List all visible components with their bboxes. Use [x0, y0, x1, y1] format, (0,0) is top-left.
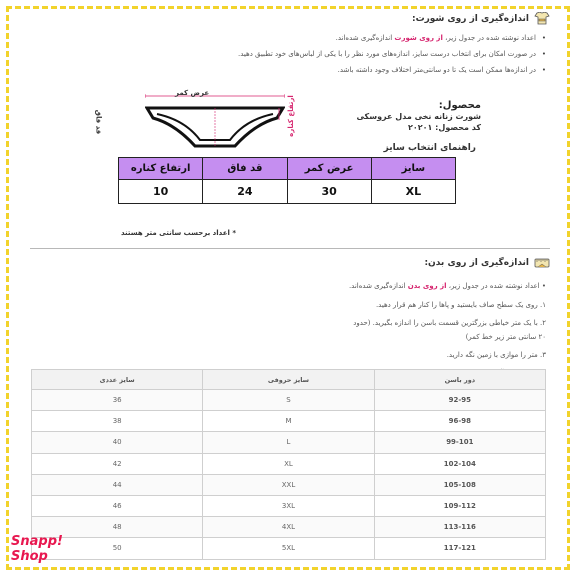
product-name: شورت زنانه نخی مدل عروسکی: [356, 112, 481, 121]
size-cell: 10: [119, 180, 203, 204]
bullet-item: • در اندازه‌ها ممکن است یک تا دو سانتی‌متر اختلاف وجود داشته باشد.: [26, 62, 546, 78]
product-heading: محصول:: [438, 100, 481, 111]
body-steps: [26, 279, 546, 293]
table-cell: 5XL: [203, 538, 374, 559]
table-cell: 105-108: [374, 474, 545, 495]
size-table: [118, 157, 456, 204]
side-height-label: ارتفاع کناره: [286, 95, 295, 137]
size-cell: 30: [287, 180, 371, 204]
bullet-item: • در صورت امکان برای انتخاب درست سایز، اندازه‌های مورد نظر را با یکی از لباس‌های خود تطبیق دهید.: [26, 46, 546, 62]
table-row: [32, 411, 546, 432]
shorts-section-heading: [412, 12, 550, 25]
table-cell: 109-112: [374, 495, 545, 516]
table-cell: L: [203, 432, 374, 453]
bullet-item: • اعداد نوشته شده در جدول زیر، از روی شورت اندازه‌گیری شده‌اند.: [26, 30, 546, 46]
table-cell: 102-104: [374, 453, 545, 474]
size-cell: 24: [203, 180, 287, 204]
table-cell: 113-116: [374, 517, 545, 538]
table-cell: S: [203, 390, 374, 411]
body-header-cell: دور باسن: [374, 370, 545, 390]
step-item: ۳. متر را موازی با زمین نگه دارید.: [446, 351, 546, 359]
table-row: [32, 474, 546, 495]
product-info: [356, 100, 481, 133]
table-cell: 42: [32, 453, 203, 474]
body-header-cell: سایز حروفی: [203, 370, 374, 390]
table-cell: 4XL: [203, 517, 374, 538]
body-intro: • اعداد نوشته شده در جدول زیر، از روی بدن اندازه‌گیری شده‌اند.: [348, 282, 546, 290]
table-cell: 99-101: [374, 432, 545, 453]
table-cell: 48: [32, 517, 203, 538]
table-row: [32, 538, 546, 559]
snappshop-logo: [11, 534, 71, 564]
size-header-cell: سایز: [371, 158, 455, 180]
size-guide-title: راهنمای انتخاب سایز: [383, 143, 476, 153]
shorts-bullets: [26, 30, 546, 78]
table-row: [32, 495, 546, 516]
table-cell: 117-121: [374, 538, 545, 559]
table-row: [32, 432, 546, 453]
table-cell: 38: [32, 411, 203, 432]
size-table-row: [119, 180, 456, 204]
leg-height-label: قد فاق: [94, 109, 103, 135]
table-cell: M: [203, 411, 374, 432]
size-cell: XL: [371, 180, 455, 204]
section-divider: [30, 248, 550, 249]
size-table-header: [119, 158, 456, 180]
product-code: کد محصول: ۲۰۲۰۱: [407, 123, 481, 132]
units-footnote: * اعداد برحسب سانتی متر هستند: [121, 229, 236, 237]
body-size-table: [31, 369, 546, 560]
body-section-title: اندازه‌گیری از روی بدن:: [424, 257, 529, 268]
measuring-tape-icon: [534, 256, 550, 269]
step-item: ۱. روی یک سطح صاف بایستید و پاها را کنار هم قرار دهید.: [375, 301, 546, 309]
briefs-diagram: [145, 90, 285, 158]
body-header-cell: سایز عددی: [32, 370, 203, 390]
table-cell: 92-95: [374, 390, 545, 411]
body-table-header: [32, 370, 546, 390]
tshirt-ruler-icon: [534, 12, 550, 25]
table-row: [32, 517, 546, 538]
step-item: ۲. با یک متر خیاطی بزرگترین قسمت باسن را اندازه بگیرید. (حدود: [353, 319, 546, 327]
table-cell: XXL: [203, 474, 374, 495]
table-row: [32, 390, 546, 411]
shorts-section-title: اندازه‌گیری از روی شورت:: [411, 13, 529, 24]
table-cell: 44: [32, 474, 203, 495]
table-cell: 40: [32, 432, 203, 453]
size-header-cell: قد فاق: [203, 158, 287, 180]
body-section-heading: [424, 256, 550, 269]
table-cell: XL: [203, 453, 374, 474]
table-row: [32, 453, 546, 474]
table-cell: 3XL: [203, 495, 374, 516]
step-item: ۲۰ سانتی متر زیر خط کمر): [465, 333, 546, 341]
logo-line2: Shop: [11, 549, 48, 564]
table-cell: 36: [32, 390, 203, 411]
size-header-cell: ارتفاع کناره: [119, 158, 203, 180]
body-steps-list: [26, 298, 546, 380]
table-cell: 46: [32, 495, 203, 516]
table-cell: 96-98: [374, 411, 545, 432]
size-header-cell: عرض کمر: [287, 158, 371, 180]
table-cell: 50: [32, 538, 203, 559]
waist-width-label: عرض کمر: [175, 89, 210, 97]
logo-line1: Snapp!: [11, 534, 63, 549]
